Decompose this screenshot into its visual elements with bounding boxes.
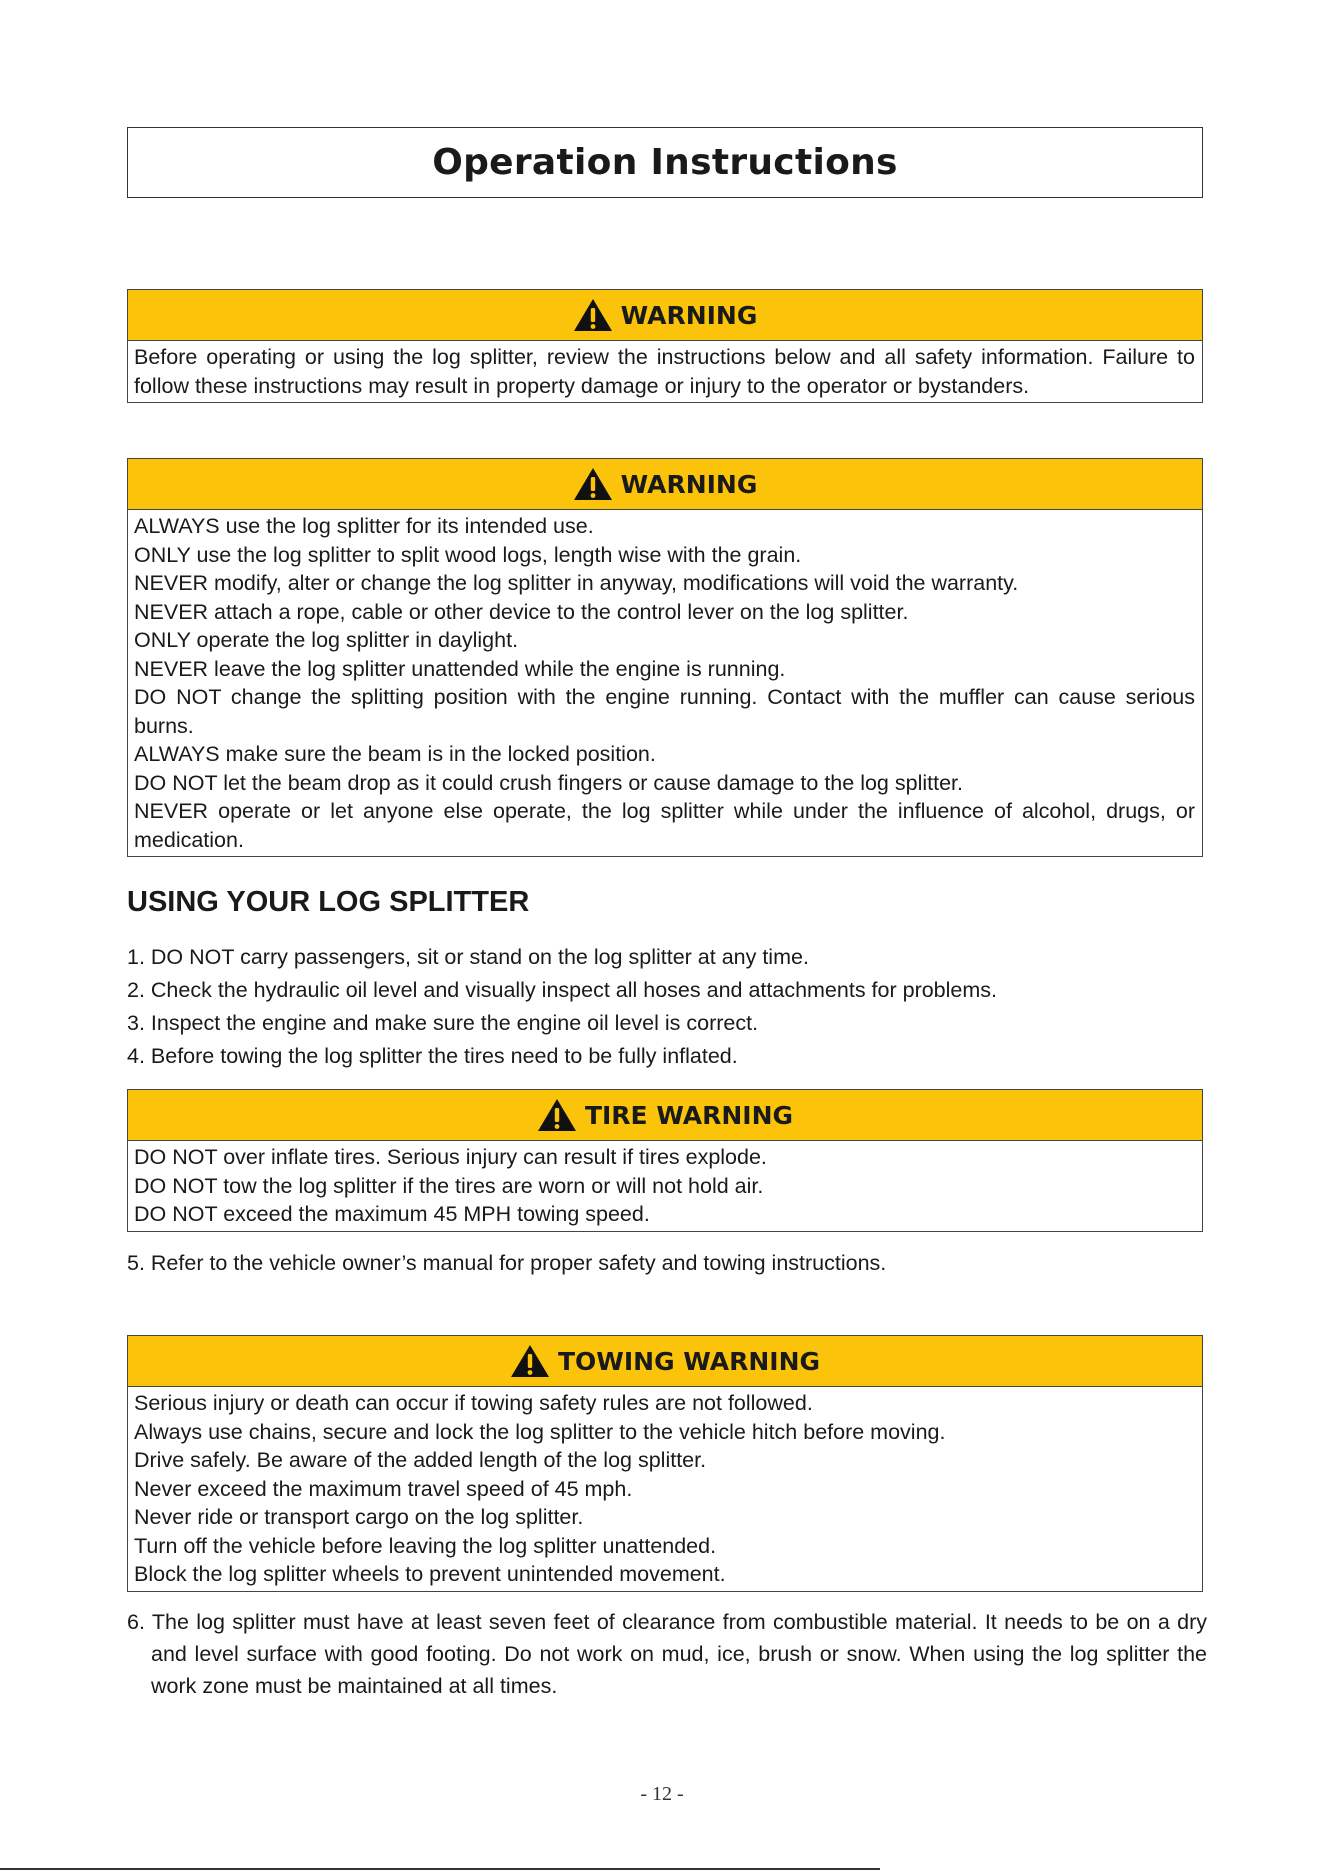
rule-line: Always use chains, secure and lock the log splitter to the vehicle hitch before moving. [134, 1419, 946, 1444]
rule-line: DO NOT tow the log splitter if the tires are worn or will not hold air. [134, 1173, 764, 1198]
rule-line: ONLY operate the log splitter in daylight. [134, 628, 519, 652]
warning-heading: WARNING [620, 300, 758, 330]
rule-line: Serious injury or death can occur if towing safety rules are not followed. [134, 1391, 813, 1415]
warning-header [128, 290, 1202, 341]
warning-triangle-icon [510, 1344, 550, 1378]
rule-line: ONLY use the log splitter to split wood logs, length wise with the grain. [134, 542, 802, 567]
warning-box-rules [127, 458, 1203, 857]
warning-triangle-icon [573, 298, 613, 332]
rule-line: NEVER modify, alter or change the log splitter in anyway, modifications will void the warranty. [134, 571, 1019, 595]
step-5 [127, 1247, 1207, 1280]
title-box [127, 127, 1203, 198]
warning-triangle-icon [537, 1098, 577, 1132]
rule-line: ALWAYS use the log splitter for its intended use. [134, 514, 594, 538]
warning-heading: TOWING WARNING [557, 1346, 821, 1376]
rule-line: Block the log splitter wheels to prevent unintended movement. [134, 1562, 726, 1586]
tire-warning-list [128, 1141, 1202, 1231]
step-item: 1. DO NOT carry passengers, sit or stand on the log splitter at any time. [127, 945, 809, 969]
warning-header [128, 1090, 1202, 1141]
warning-heading: WARNING [620, 469, 758, 499]
rule-line: NEVER operate or let anyone else operate, the log splitter while under the influence of alcohol, drugs, or medication. [134, 799, 1195, 852]
rule-line: Never exceed the maximum travel speed of 45 mph. [134, 1476, 633, 1501]
tire-warning-box [127, 1089, 1203, 1232]
rule-line: DO NOT over inflate tires. Serious injury can result if tires explode. [134, 1145, 767, 1169]
bottom-rule [0, 1868, 880, 1870]
step-item: 3. Inspect the engine and make sure the engine oil level is correct. [127, 1011, 759, 1035]
rule-line: DO NOT change the splitting position with the engine running. Contact with the muffler can cause serious burns. [134, 685, 1195, 738]
steps-list [127, 941, 1207, 1073]
towing-warning-list [128, 1387, 1202, 1591]
warning-text: Before operating or using the log splitter, review the instructions below and all safety information. Failure to follow these instructions may result in property damage or injury to the operator or bystanders. [134, 345, 1195, 398]
page-number: - 12 - [640, 1783, 684, 1805]
page-title: Operation Instructions [432, 142, 898, 183]
warning-header [128, 459, 1202, 510]
step-item: 5. Refer to the vehicle owner’s manual for proper safety and towing instructions. [127, 1251, 887, 1275]
rule-line: NEVER leave the log splitter unattended while the engine is running. [134, 656, 786, 681]
step-item: 2. Check the hydraulic oil level and visually inspect all hoses and attachments for problems. [127, 978, 998, 1002]
rule-line: DO NOT let the beam drop as it could crush fingers or cause damage to the log splitter. [134, 770, 963, 795]
towing-warning-box [127, 1335, 1203, 1592]
warning-rules-list [128, 510, 1202, 856]
warning-heading: TIRE WARNING [584, 1100, 794, 1130]
warning-box-general [127, 289, 1203, 403]
rule-line: NEVER attach a rope, cable or other device to the control lever on the log splitter. [134, 599, 909, 624]
rule-line: Never ride or transport cargo on the log splitter. [134, 1505, 584, 1529]
warning-triangle-icon [573, 467, 613, 501]
rule-line: Turn off the vehicle before leaving the log splitter unattended. [134, 1533, 717, 1558]
step-6: 6. The log splitter must have at least seven feet of clearance from combustible material. It needs to be on a dry and level surface with good footing. Do not work on mud, ice, brush or snow. When using the log splitter the work zone must be maintained at all times. [127, 1610, 1207, 1698]
rule-line: DO NOT exceed the maximum 45 MPH towing speed. [134, 1202, 650, 1226]
rule-line: ALWAYS make sure the beam is in the locked position. [134, 742, 656, 766]
step-item: 4. Before towing the log splitter the tires need to be fully inflated. [127, 1044, 738, 1068]
section-heading: USING YOUR LOG SPLITTER [127, 886, 530, 918]
warning-header [128, 1336, 1202, 1387]
rule-line: Drive safely. Be aware of the added length of the log splitter. [134, 1448, 707, 1472]
